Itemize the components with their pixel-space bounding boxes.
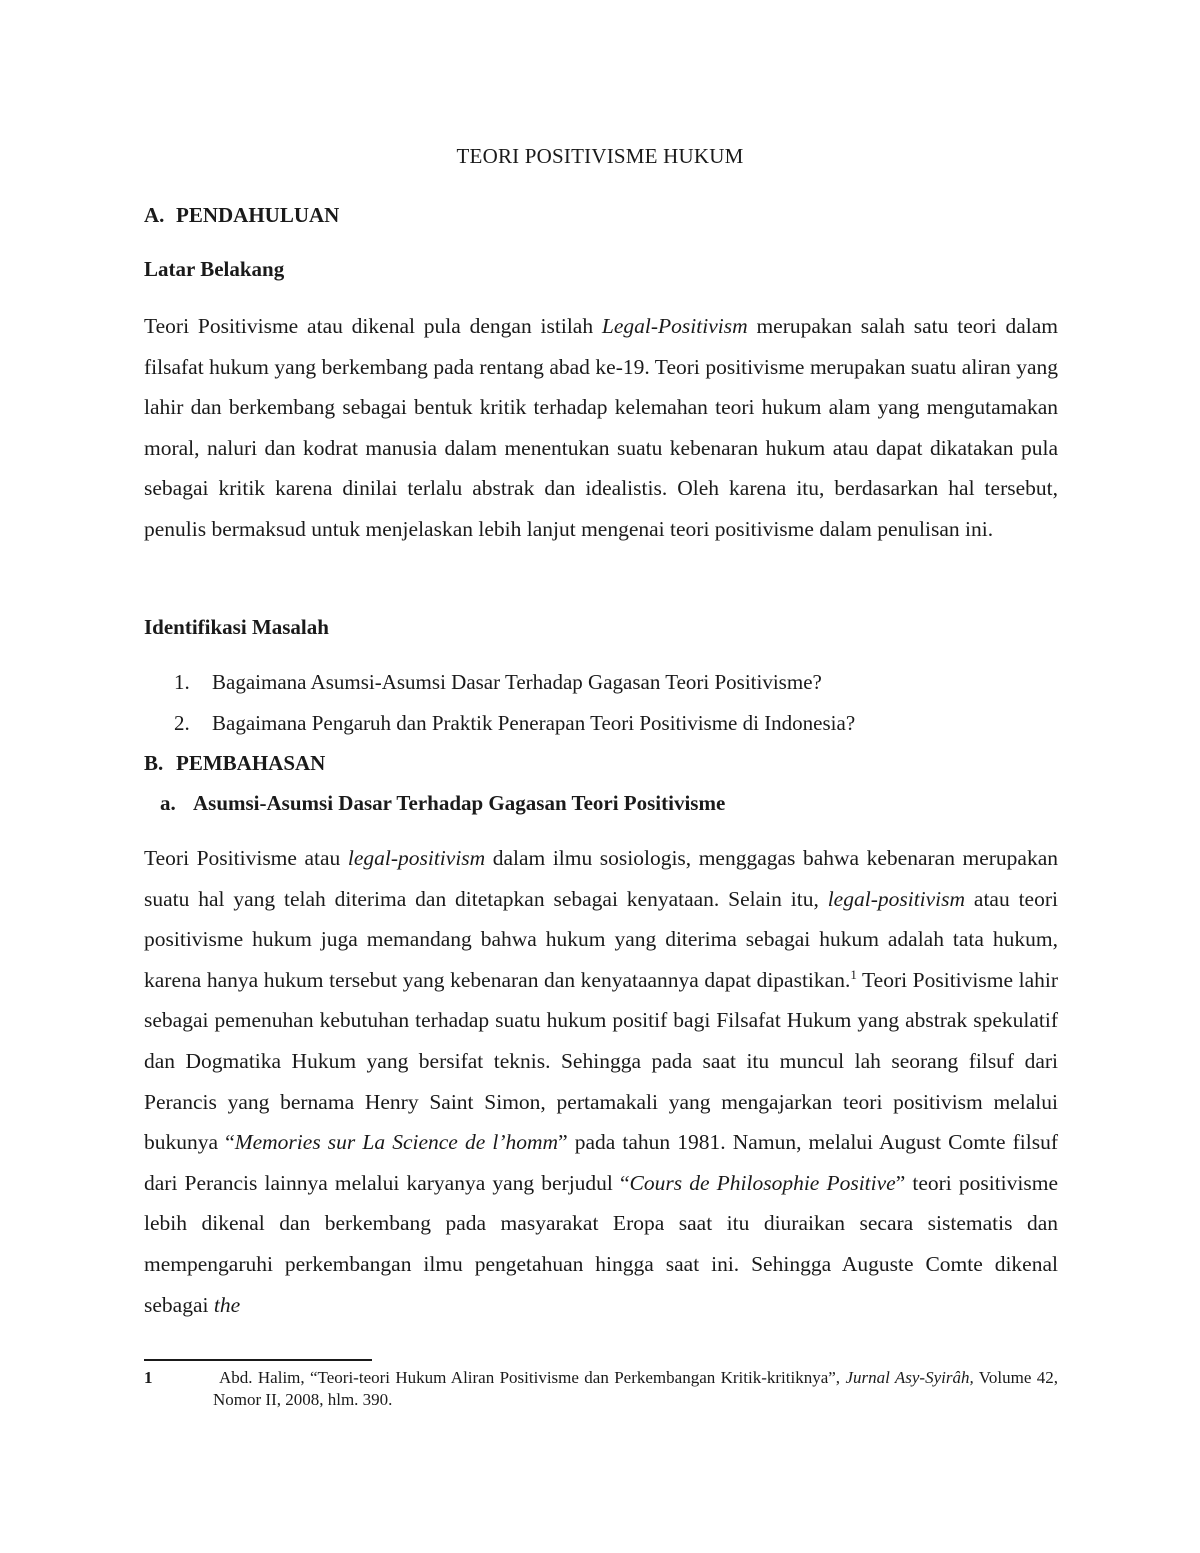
- text-run: Teori Positivisme lahir sebagai pemenuhan kebutuhan terhadap suatu hukum positif bagi Filsafat Hukum yang abstrak spekulatif dan Dogmatika Hukum yang bersifat teknis. Sehingga pada saat itu muncul lah seorang filsuf dari Perancis yang bernama Henry Saint Simon, pertamakali yang mengajarkan teori positivism melalui bukunya “: [144, 967, 1058, 1155]
- text-run: Teori Positivisme atau: [144, 846, 348, 870]
- list-item: [174, 711, 855, 736]
- list-item-text: Bagaimana Pengaruh dan Praktik Penerapan Teori Positivisme di Indonesia?: [212, 711, 856, 735]
- document-title: TEORI POSITIVISME HUKUM: [456, 144, 744, 168]
- text-run: ” pada tahun 1981. Namun, melalui August Comte filsuf dari Perancis lainnya melalui karyanya yang berjudul “: [144, 1130, 1059, 1195]
- footnote-reference[interactable]: 1: [850, 966, 857, 982]
- latar-belakang-paragraph: [144, 306, 1058, 550]
- italic-term: legal-positivism: [347, 846, 486, 870]
- section-a-label: PENDAHULUAN: [176, 203, 340, 227]
- section-b-number: B.: [144, 751, 164, 775]
- subsection-a-heading: [160, 791, 725, 816]
- subsection-a-number: a.: [160, 791, 176, 815]
- list-item-number: 2.: [174, 711, 190, 735]
- text-run: Teori Positivisme atau dikenal pula dengan istilah: [144, 314, 602, 338]
- italic-title: Cours de Philosophie Positive: [629, 1170, 896, 1195]
- footnote-separator: [144, 1359, 372, 1361]
- section-b-heading: [144, 751, 325, 776]
- footnote-number: 1: [144, 1368, 153, 1387]
- list-item: [174, 670, 822, 695]
- list-item-text: Bagaimana Asumsi-Asumsi Dasar Terhadap Gagasan Teori Positivisme?: [212, 670, 822, 694]
- text-run: ” teori positivisme lebih dikenal dan berkembang pada masyarakat Eropa saat itu diuraikan secara sistematis dan mempengaruhi perkembangan ilmu pengetahuan hingga saat ini. Sehingga Auguste Comte dikenal sebagai: [144, 1170, 1058, 1317]
- text-run: atau teori positivisme hukum juga memandang bahwa hukum yang diterima sebagai hukum adalah tata hukum, karena hanya hukum tersebut yang kebenaran dan kenyataannya dapat dipastikan.: [144, 886, 1058, 992]
- italic-journal: Jurnal Asy-Syirâh,: [845, 1368, 974, 1387]
- section-a-heading: [144, 203, 339, 228]
- italic-term: legal-positivism: [827, 886, 966, 911]
- pembahasan-paragraph: [144, 838, 1058, 1325]
- italic-term: Legal-Positivism: [601, 314, 748, 338]
- text-run: Abd. Halim, “Teori-teori Hukum Aliran Positivisme dan Perkembangan Kritik-kritiknya”,: [219, 1368, 846, 1387]
- subsection-a-label: Asumsi-Asumsi Dasar Terhadap Gagasan Teori Positivisme: [193, 791, 726, 815]
- text-run: merupakan salah satu teori dalam filsafat hukum yang berkembang pada rentang abad ke-19. Teori positivisme merupakan suatu aliran yang lahir dan berkembang sebagai bentuk kritik terhadap kelemahan teori hukum alam yang mengutamakan moral, naluri dan kodrat manusia dalam menentukan suatu kebenaran hukum atau dapat dikatakan pula sebagai kritik karena dinilai terlalu abstrak dan idealistis. Oleh karena itu, berdasarkan hal tersebut, penulis bermaksud untuk menjelaskan lebih lanjut mengenai teori positivisme dalam penulisan ini.: [144, 314, 1058, 541]
- footnote-text: [213, 1367, 1058, 1411]
- text-run: dalam ilmu sosiologis, menggagas bahwa kebenaran merupakan suatu hal yang telah diterima dan ditetapkan sebagai kenyataan. Selain itu,: [144, 846, 1058, 911]
- text-run: Volume 42, Nomor II, 2008, hlm. 390.: [213, 1368, 1058, 1409]
- section-b-label: PEMBAHASAN: [176, 751, 326, 775]
- list-item-number: 1.: [174, 670, 190, 694]
- section-a-number: A.: [144, 203, 165, 227]
- italic-title: Memories sur La Science de l’homm: [234, 1130, 559, 1155]
- identifikasi-masalah-heading: Identifikasi Masalah: [144, 615, 329, 639]
- italic-term: the: [213, 1292, 241, 1317]
- latar-belakang-heading: Latar Belakang: [144, 257, 285, 281]
